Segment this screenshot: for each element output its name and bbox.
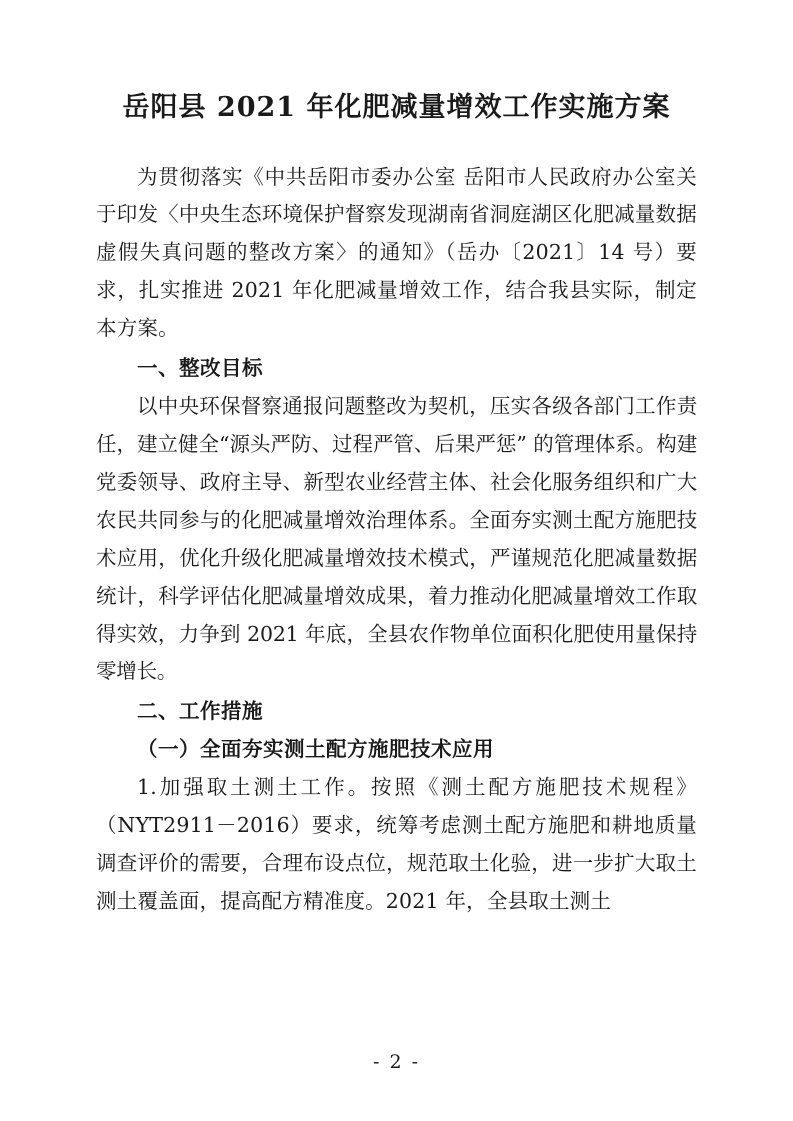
page-title: 岳阳县 2021 年化肥减量增效工作实施方案	[122, 92, 671, 123]
paragraph-goals-body: 以中央环保督察通报问题整改为契机，压实各级各部门工作责任，建立健全“源头严防、过程严管、后果严惩” 的管理体系。构建党委领导、政府主导、新型农业经营主体、社会化服务组织和广大农民共同参与的化肥减量增效治理体系。全面夯实测土配方施肥技术应用，优化升级化肥减量增效技术模式，严谨规范化肥减量数据统计，科学评估化肥减量增效成果，着力推动化肥减量增效工作取得实效，力争到 2021 年底，全县农作物单位面积化肥使用量保持零增长。	[96, 394, 697, 684]
section-heading-goals: 一、整改目标	[137, 356, 263, 381]
paragraph-soil-testing-body: 1.加强取土测土工作。按照《测土配方施肥技术规程》（NYT2911－2016）要求，统筹考虑测土配方施肥和耕地质量调查评价的需要，合理布设点位，规范取土化验，进一步扩大取土测土覆盖面，提高配方精准度。2021 年，全县取土测土	[96, 775, 697, 914]
section-heading-measures: 二、工作措施	[137, 699, 263, 724]
paragraph-intro: 为贯彻落实《中共岳阳市委办公室 岳阳市人民政府办公室关于印发〈中央生态环境保护督察发现湖南省洞庭湖区化肥减量数据虚假失真问题的整改方案〉的通知》（岳办〔2021〕14 号）要求，扎实推进 2021 年化肥减量增效工作，结合我县实际，制定本方案。	[96, 164, 697, 341]
page-number: - 2 -	[372, 1051, 420, 1073]
subsection-heading-soil-testing: （一）全面夯实测土配方施肥技术应用	[137, 737, 494, 762]
